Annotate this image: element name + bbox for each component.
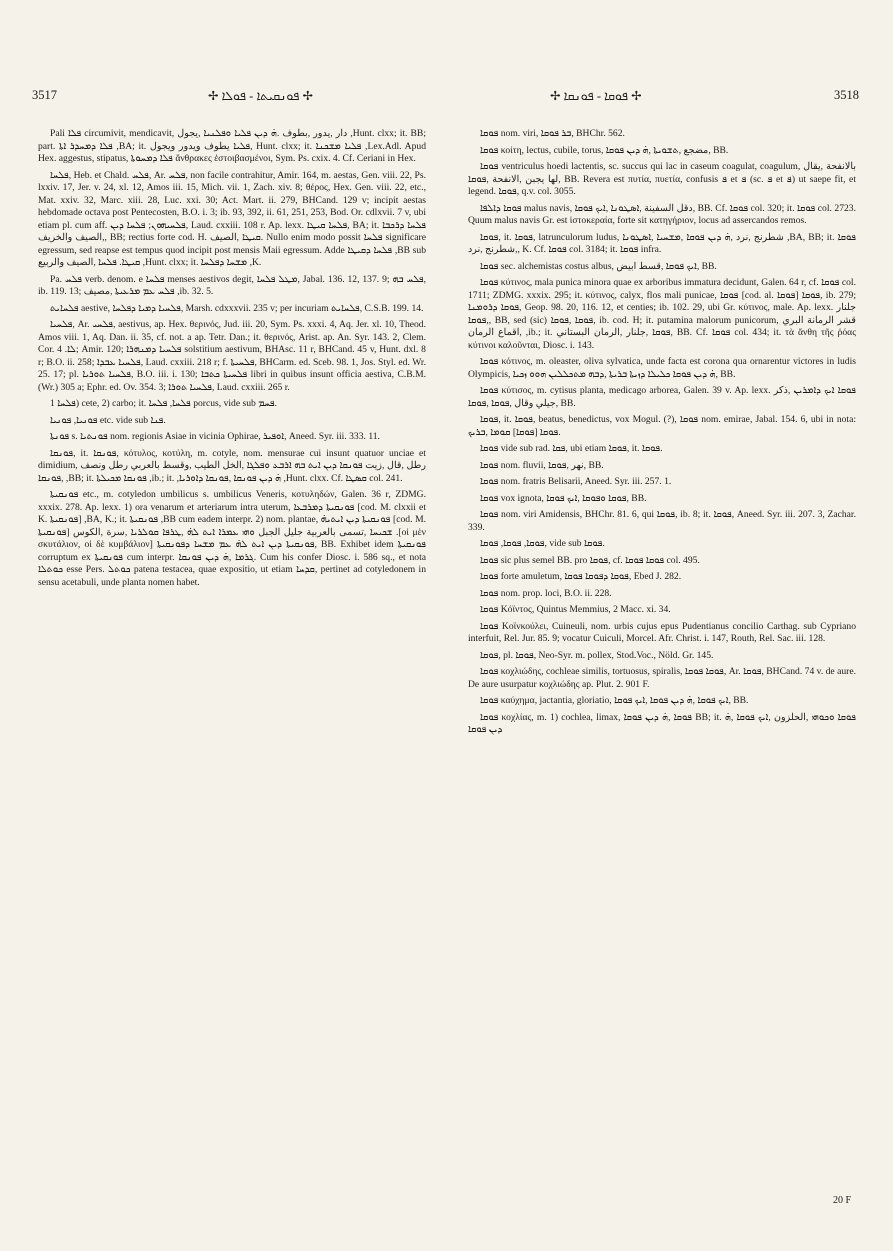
dictionary-columns <box>38 128 862 1218</box>
dictionary-entry: ܦܘܩܐ, ܦܘܩܐ, ܦܘܩܐ, vide sub ܦܘܩܐ. <box>480 538 605 549</box>
right-column <box>468 128 856 1218</box>
dictionary-entry: ܦܘܩܐ, pl. ܦܘܩܐ, Neo-Syr. m. pollex, Stod.Voc., Nöld. Gr. 145. <box>480 649 714 661</box>
dictionary-entry: ܦܘܢܩܐ, it. ܦܘܢܩܐ, κότυλος, κοτύλη, m. cotyle, nom. mensurae cui insunt quatuor unciae et dimidium, رطل ,قال ,زيت ܦܘܢܩܐ ܕܝܢ ܐܝܬ ܒܗ ܐܪܒܥ ܘܦܠܓܐ ,الخل الطيب ,وقسط بالعربي رطل ونصف ,ܦܘܢܩܐ ,BB; it. ܦܘܢܩܐ ܡܟܝܠܬܐ ,ib.; it. ,ܗ̇ ܕܝܢ ܦܘܢܩܐ ,ܦܘܢܩܐ ܕܐܘܪܝܐ ,Hunt. clxx. Cf. ܩܣܛܐ col. 241. <box>38 447 426 484</box>
dictionary-entry: ܦܠܚܐ 1) cete, 2) carbo; it. ܦܠܚܐ, ܦܠܚܐ porcus, vide sub ܦܚܡ. <box>50 398 277 409</box>
dictionary-entry: ܦܘܩܐ κύτινος, mala punica minora quae ex arboribus immatura decidunt, Galen. 64 r, cf. ܦܘܩܐ col. 1711; ZDMG. xxxix. 295; it. κύτινος, calyx, flos mali punicae, ܦܘܩܐ [cod. al. ܦܘܩܐ] ܦܘܩܐ, ib. 279; ܦܘܩܐ ܕܪܘܡܢܐ, Geop. 98. 20, 116. 12, et centies; ib. 102. 29, ubi Gr. κύτινος, male. Ap. lexx. جلنار ,ܦܘܩܐ, BB, sed (sic) ܦܘܩܐ ,ܦܘܩܐ, ib. cod. H; it. putamina malorum punicorum, قشر الرمانة البري ,اقماع الرمان ,ib.; it. ܦܘܩܐ ,جلنار ,الرمان البستاني, BB. Cf. ܦܘܩܐ col. 434; it. τὰ ἄνθη τῆς ῥόας κύτινοι καλοῦνται, Diosc. i. 143. <box>468 277 856 351</box>
dictionary-entry: ܦܘܢܩܝܬܐ etc., m. cotyledon umbilicus s. umbilicus Veneris, κοτυληδών, Galen. 36 r, ZDMG. xxxix. 278. Ap. lexx. 1) ora venarum et arteriarum intra uterum, ܦܘܢܩܝܬܐ ܕܡܪܒܥܐ [cod. M. clxxii et K. ܦܘܢܩܝܬܐ] ,BA, K.; it. ܦܘܢܩܝܬܐ ,BB cum eadem interpr. 2) nom. plantae, ܦܘܢܩܝܬܐ ܕܝܢ ܐܝܬܝܗ̇ [cod. M. ܦܘܢܩܝܬܐ] ܫܟܝܚܐ ,تسمى بالعربية جليل الجبل ܘܗܝ ܥܡܪܐ ܐܝܬ ܠܗ̇ ,ܛܪܦܐ ܩܘܠܪܝܐ ,سرة ,الكوس .[οἱ μὲν σκυτάλιον, οἱ δὲ κυμβάλιον] ܦܘܢܩܝܬܐ ܕܝܢ ܐܝܬ ܠܗ̇ ܥܡ ܡܫܚܐ ܕܦܘܢܩܝܬܐ, BB. Exhibet idem ܦܘܢܩܝܬܐ corruptum ex ܦܘܢܩܝܬܐ cum interpr. ܓܪܡܐ ,ܗ̇ ܕܝܢ ܦܘܢܩܐ. Cum his confer Diosc. i. 586 sq., et nota ܟܘܬܠܐ esse Pers. ܟܘܬܠ patena testacea, quae expositio, ut etiam ܩܕܚܐ, pertinet ad cotyledonem in sensu acetabuli, unde planta nomen habet. <box>38 489 426 588</box>
left-running-head: ✢ ܦܘܢܩܝܬܐ - ܦܘܠܐ ✢ <box>208 89 313 103</box>
dictionary-entry: ܦܘܩܐ κοχλιώδης, cochleae similis, tortuosus, spiralis, ܦܘܩܐ ܦܘܩܐ, Ar. ܦܘܩܐ, BHCand. 74 v. de aure. De aure usurpatur κοχλιώδης ap. Plut. 2. 901 F. <box>468 666 856 690</box>
right-page-number: 3518 <box>834 88 859 102</box>
left-page-number: 3517 <box>32 88 57 102</box>
dictionary-entry: ܦܘܩܐ vox ignota, ܦܘܩܐ ܘܦܘܩܐ ,ܐܝܟ ܦܘܩܐ, BB. <box>480 492 647 504</box>
dictionary-entry: ܦܘܩܐ vide sub rad. ܦܩܐ, ubi etiam ܦܘܩܐ, it. ܦܘܩܐ. <box>480 443 663 454</box>
dictionary-entry: ܦܠܚܝܐ, Ar. ܦܠܚܝ, aestivus, ap. Hex. θερινός, Jud. iii. 20, Sym. Ps. xxxi. 4, Aq. Jer. xl. 10, Theod. Amos viii. 1, Aq. Dan. ii. 35, cf. not. a ap. Tetr. Dan.; it. θερινός, Arist. ap. An. Syr. 143. 2, Clem. Cor. ܠܐ. 4; Amir. 120; ܦܠܚܝܐ ܕܡܢܗܪܐ solstitium aestivum, BHAsc. 11 r, BHCand. 45 v, Hunt. dxl. 8 r; B.O. ii. 258; ܦܠܚܝܐ ܥܒܕܐ, Laud. cxxiii. 218 r; f. ܦܠܚܝܬܐ, BHCarm. ed. Sceb. 98. 1, Jos. Styl. ed. Wr. 25. 17; pl. ܦܠܚܝܐ ܬܘܪܝܐ, B.O. iii. i. 130; ܦܠܚܝܬܐ ܟܬܒܐ libri in quibus insunt officia aestiva, C.B.M. (Wr.) 305 a; Ephr. ed. Ov. 354. 3; ܦܠܚܝܐ ܬܘܪܐ, Laud. cxxiii. 265 r. <box>38 319 426 393</box>
dictionary-entry: ܦܘܢܝܐ, ܦܘܢܝܐ etc. vide sub ܦܢܐ. <box>50 414 166 426</box>
dictionary-entry: ܦܘܩܐ nom. viri, ܒܪ ܦܘܩܐ, BHChr. 562. <box>480 128 625 139</box>
dictionary-entry: ܦܘܩܐ κοίτη, lectus, cubile, torus, مضجع ,ܬܫܘܝܬܐ ,ܗ̇ ܕܝܢ ܦܘܩܐ, BB. <box>480 144 729 156</box>
dictionary-entry: ܦܘܩܐ καύχημα, jactantia, gloriatio, ܐܝܟ ܦܘܩܐ ,ܗ̇ ܕܝܢ ܦܘܩܐ ,ܐܝܟ ܦܘܩܐ, BB. <box>480 695 749 706</box>
dictionary-entry: ܦܘܩܐ κοχλίας, m. 1) cochlea, limax, ܦܘܩܐ ,ܗ̇ ܕܝܢ ܦܘܩܐ BB; it. ܦܘܩܐ ܘܟܘܗܝ ,الحلزون ,ܐܝܟ ܦܘܩܐ ,ܗ̇ ܕܝܢ ܦܘܩܐ <box>468 711 856 735</box>
page-header <box>30 88 863 110</box>
dictionary-entry: ܦܘܩܐ sic plus semel BB. pro ܦܘܩܐ, cf. ܦܘܩܐ ܦܘܩܐ col. 495. <box>480 554 700 566</box>
dictionary-entry: Pa. ܦܠܚ verb. denom. e ܦܠܚܐ menses aestivos degit, ܡܛܠ ܦܠܚܐ, Jabal. 136. 12, 137. 9; ܦܠܚ ܒܗ, ib. 119. 13; ܦܠܚ ܥܡ ܡܪܥܝܬܐ ,مصيف ,ib. 32. 5. <box>38 273 426 297</box>
dictionary-entry: ܦܘܩܐ nom. fratris Belisarii, Aneed. Syr. iii. 257. 1. <box>480 476 672 487</box>
left-column <box>38 128 426 1218</box>
dictionary-entry: ܦܘܩܐ κότινος, m. oleaster, oliva sylvatica, unde facta est corona qua ornarentur victores in ludis Olympicis, ܗ̇ ܕܝܢ ܦܘܩܐ ܟܠܝܠܐ ܕܙܝܬܐ ܒܪܝܬܐ ,ܕܒܗ ܡܬܟܠܠܝܢ ܗܘܘ ܙܟܝܐ, BB. <box>468 356 856 380</box>
dictionary-entry: ܦܘܩܐ forte amuletum, ܦܘܩܐ ܕܦܘܩܐ ܦܘܩܐ, Ebed J. 282. <box>480 571 682 582</box>
dictionary-entry: ܦܠܚܐܝܬ aestive, ܦܠܚܝܐ ܕܡܝܐ ܕܦܠܚܐ, Marsh. cdxxxvii. 235 v; per incuriam ܦܠܚܐܝܬ, C.S.B. 199. 14. <box>50 302 424 314</box>
dictionary-entry: ܦܘܩܐ Κοϊνκούλει, Cuineuli, nom. urbis cujus epus Pudentianus concilio Carthag. sub Cypriano interfuit, Rel. Jur. 85. 9; vocatur Cuiculi, Morcel. Afr. Christ. i. 147, Routh, Rel. Sac. iii. 128. <box>468 620 856 644</box>
dictionary-entry: ܦܘܩܐ sec. alchemistas costus albus, ܐܝܟ ܦܘܩܐ ,قسط ابيض, BB. <box>480 260 717 272</box>
right-running-head: ✢ ܦܘܩܐ - ܦܘܢܩܐ ✢ <box>550 89 642 103</box>
dictionary-entry: ܦܘܢܬܐ s. ܦܘܢܬܝܐ nom. regionis Asiae in vicinia Ophirae, ܐܘܦܝܪ, Aneed. Syr. iii. 333. 11. <box>50 431 380 442</box>
dictionary-entry: Pali ܦܠܐ circumivit, mendicavit, دار ,يدور ,بطوف .ܗ̇ ܕܝܢ ܦܠܝܐ ܘܦܠܢܝܐ ,يجول ,Hunt. clxx; it. BB; part. ܦܠܐ ܕܡܚܕܪ ܐܬܐ ,BA; it. ܦܠܝܐ يطوف ويدور ويجول, Hunt. clxx; it. ܦܠܝܐ ܡܫܟܢܐ ,Lex.Adl. Apud Hex. aggestus, stipatus, ܦܠܐ ܕܡܚܘܬܐ ἄνθρακες ἐστοιβασμένοι, Sym. Ps. cxix. 4. Cf. Ceriani in Hex. <box>38 128 426 164</box>
signature-mark: 20 F <box>832 1195 851 1206</box>
dictionary-entry: ܦܘܩܐ, it. ܦܘܩܐ, beatus, benedictus, vox Mogul. (?), ܦܘܩܐ nom. emirae, Jabal. 154. 6, ubi in nota: ܦܘܩܐ [ܦܘܩܐ] ܩܘܡܐ ,ܒܪܝܟ. <box>468 414 856 438</box>
dictionary-entry: ܦܘܩܐ nom. viri Amidensis, BHChr. 81. 6, qui ܦܘܩܐ, ib. 8; it. ܦܘܩܐ, Aneed. Syr. iii. 207. 3, Zachar. 339. <box>468 509 856 533</box>
dictionary-entry: ܦܠܚܐ, Heb. et Chald. ܦܠܚ, Ar. ܦܠܚ, non facile contrahitur, Amir. 164, m. aestas, Gen. viii. 22, Ps. lxxiv. 17, Jer. v. 24, xl. 12, Amos iii. 15, Mich. vii. 1, Zach. xiv. 8; θέρος, Hex. Gen. viii. 22, etc., Mat. xxiv. 32, Marc. xiii. 28, Luc. xxi. 30; Act. Mart. ii. 279, BHCand. 129 v; incipit aestas hebdomade octava post Pentecosten, B.O. i. 3; ib. 93, 392, ii. 61, 251, 253, Bod. Or. cdlxvii. 7 v, ubi etiam pl. cum aff. ܦܠܚܝܗܘܢ; ܦܠܚܐ ܕܝܢ, Laud. cxxiii. 108 r. Ap. lexx. ܦܠܚܐ ܩܝܛܐ, BA; it. ܦܠܚܐ ܕܪܟܒܐ ,الصيف والخريف, BB; rectius forte cod. H. ܩܝܛܐ ,الصيف. Nullo enim modo possit ܦܠܚܐ significare egressum, sed reapse est tempus quod incipit post mensis Maii egressum. Adde ܦܠܚܐ ܕܩܝܛܐ ,BB sub ܩܝܛܐ. ܦܠܚܐ ,الصيف والربيع ,Hunt. clxx; it. ܡܫܚܐ ܕܦܠܚܐ ,K. <box>38 169 426 268</box>
dictionary-entry: ܦܘܩܐ ventriculus hoedi lactentis, sc. succus qui lac in caseum coagulat, coagulum, بالانفحة ,يقال لها يجبن ,الانفحة ,ܦܘܩܐ, BB. Revera est πυτία, πυετία, confusis ܦ et ܦ (sc. ܦ et ܦ) ut saepe fit, et legend. ܦܘܩܐ, q.v. col. 3055. <box>468 161 856 197</box>
dictionary-entry: ܦܘܩܐ, it. ܦܘܩܐ, latrunculorum ludus, شطرنج ,نرد ,ܗ̇ ܕܝܢ ܦܘܩܐ ,ܡܫܚܝܐ ,ܐܣܛܘܢܐ ,BA, BB; it. ܦܘܩܐ ,شطرنج ,نرد, K. Cf. ܦܘܩܐ col. 3184; it. ܦܘܩܐ infra. <box>468 231 856 255</box>
dictionary-entry: ܦܘܩܐ Κόϊντος, Quintus Memmius, 2 Macc. xi. 34. <box>480 604 671 615</box>
dictionary-entry: ܦܘܩܐ κύτισος, m. cytisus planta, medicago arborea, Galen. 39 v. Ap. lexx. ܦܘܩܐ ܐܝܟ ܕܐܡܪܝܢ ,ذكر جيلي وقال ,ܦܘܩܐ ,ܦܘܩܐ, BB. <box>468 385 856 409</box>
dictionary-entry: ܦܘܩܐ ܕܐܠܦܐ malus navis, دقل السفينة ,ܐܣܛܘܢܐ ,ܐܝܟ ܦܘܩܐ, BB. Cf. ܦܘܩܐ col. 320; it. ܦܘܩܐ col. 2723. Quum malus navis Gr. est ἱστοκεραία, forte sit κατηγήριον, locus ad assercandos remos. <box>468 202 856 226</box>
dictionary-entry: ܦܘܩܐ nom. fluvii, نهر ,ܦܘܩܐ, BB. <box>480 459 604 471</box>
dictionary-entry: ܦܘܩܐ nom. prop. loci, B.O. ii. 228. <box>480 587 612 599</box>
